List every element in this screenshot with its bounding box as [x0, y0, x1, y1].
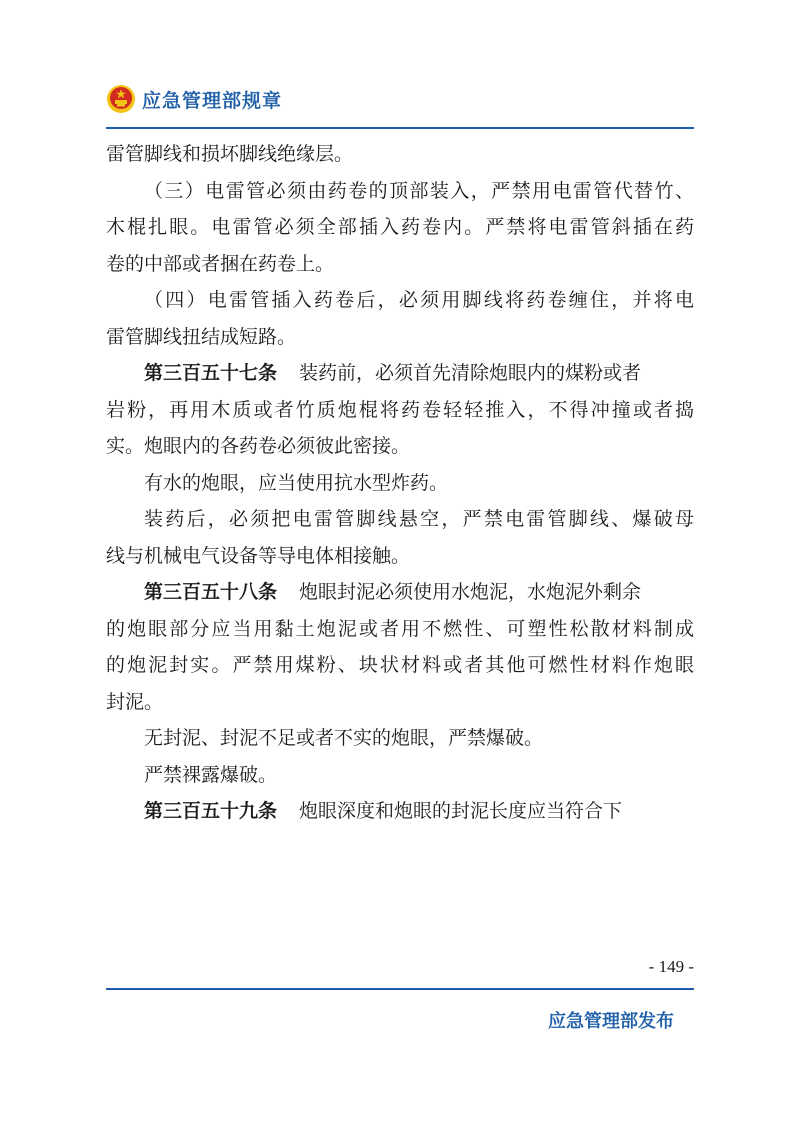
article-heading: 第三百五十七条 — [144, 362, 278, 384]
header-divider — [106, 127, 694, 129]
national-emblem-icon — [106, 84, 136, 114]
text-line: 严禁裸露爆破。 — [144, 763, 278, 786]
page-number: - 149 - — [648, 957, 694, 976]
text-line: 雷管脚线扭结成短路。 — [106, 325, 297, 348]
footer-divider — [106, 988, 694, 990]
text-line: 的炮泥封实。严禁用煤粉、块状材料或者其他可燃性材料作炮眼 — [106, 654, 694, 676]
body-text — [106, 136, 694, 830]
text-span: 炮眼封泥必须使用水炮泥，水炮泥外剩余 — [299, 581, 642, 603]
text-line: 木棍扎眼。电雷管必须全部插入药卷内。严禁将电雷管斜插在药 — [106, 216, 694, 238]
text-line: 岩粉，再用木质或者竹质炮棍将药卷轻轻推入，不得冲撞或者捣 — [106, 398, 694, 421]
text-line: 卷的中部或者捆在药卷上。 — [106, 252, 335, 275]
text-line: 无封泥、封泥不足或者不实的炮眼，严禁爆破。 — [144, 727, 544, 749]
text-line: 封泥。 — [106, 690, 164, 713]
text-span: 装药前，必须首先清除炮眼内的煤粉或者 — [299, 362, 642, 384]
text-line: （四）电雷管插入药卷后，必须用脚线将药卷缠住，并将电 — [144, 289, 694, 311]
article-357-first-line — [106, 355, 694, 392]
text-line: 装药后，必须把电雷管脚线悬空，严禁电雷管脚线、爆破母 — [144, 508, 694, 530]
text-span: 炮眼深度和炮眼的封泥长度应当符合下 — [299, 800, 623, 822]
footer-publisher: 应急管理部发布 — [548, 1011, 674, 1032]
article-heading: 第三百五十八条 — [144, 581, 278, 603]
text-line: 实。炮眼内的各药卷必须彼此密接。 — [106, 435, 411, 457]
article-359-first-line — [106, 793, 694, 830]
article-358-first-line — [106, 574, 694, 611]
text-line: 雷管脚线和损坏脚线绝缘层。 — [106, 143, 354, 165]
page-header — [106, 84, 694, 128]
text-line: 有水的炮眼，应当使用抗水型炸药。 — [144, 471, 449, 494]
text-line: 的炮眼部分应当用黏土炮泥或者用不燃性、可塑性松散材料制成 — [106, 617, 694, 640]
text-line: 线与机械电气设备等导电体相接触。 — [106, 544, 411, 567]
article-heading: 第三百五十九条 — [144, 800, 278, 822]
header-title: 应急管理部规章 — [142, 90, 283, 112]
text-line: （三）电雷管必须由药卷的顶部装入，严禁用电雷管代替竹、 — [144, 179, 694, 202]
